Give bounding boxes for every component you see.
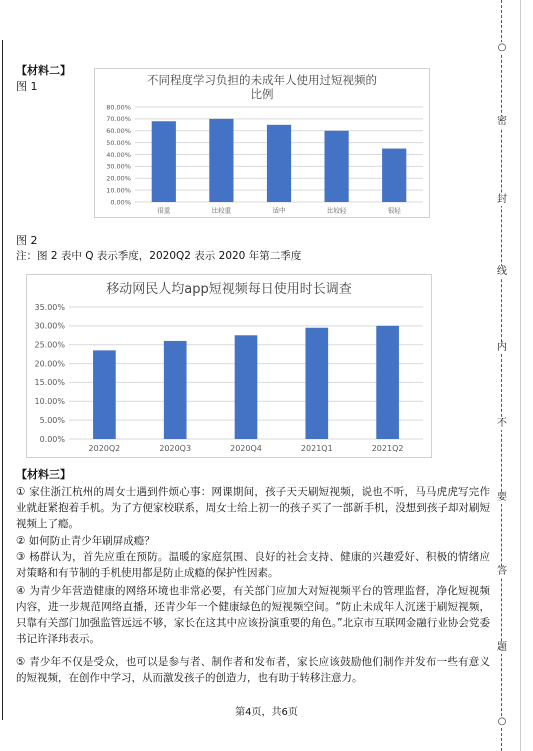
chart2-bar [93,350,116,439]
paragraph-3: ③ 杨群认为，首先应重在预防。温暖的家庭氛围、良好的社会支持、健康的兴趣爱好、积极的情绪应对策略和有节制的手机使用都是防止成瘾的保护性因素。 [16,551,490,579]
chart1-category-label: 很重 [157,206,171,215]
seal-mark-1: 密 [492,116,512,128]
chart1-bar [267,125,291,202]
seal-mark-2: 封 [492,194,512,206]
seal-mark-4: 内 [492,342,512,354]
seal-mark-8: 题 [492,642,512,654]
figure2-note: 注：图 2 表中 Q 表示季度，2020Q2 表示 2020 年第二季度 [16,250,302,262]
page-footer: 第4页，共6页 [235,707,298,718]
chart2-ytick-label: 10.00% [34,397,65,407]
chart1-category-label: 比较轻 [326,206,347,215]
chart1-ytick-label: 60.00% [106,127,131,136]
chart1-ytick-label: 20.00% [106,174,131,183]
chart-learning-burden-svg [95,69,429,217]
chart-learning-burden [94,68,430,218]
seal-mark-5: 不 [492,418,512,430]
chart2-ytick-label: 15.00% [34,378,65,388]
chart1-title: 比例 [250,87,274,101]
paragraph-5: ⑤ 青少年不仅是受众，也可以是参与者、制作者和发布者，家长应该鼓励他们制作并发布一些有意义的短视频，在创作中学习，从而激发孩子的创造力，也有助于转移注意力。 [16,656,490,684]
chart1-bar [209,119,233,202]
chart1-ytick-label: 10.00% [106,186,131,195]
chart2-category-label: 2020Q4 [230,444,262,453]
chart2-ytick-label: 20.00% [34,359,65,369]
chart2-bar [305,328,328,439]
paragraph-2: ② 如何防止青少年刷屏成瘾？ [16,535,155,547]
seal-mark-circle-bottom: ○ [492,716,512,728]
chart1-bar [325,131,349,202]
chart-daily-usage-svg [27,275,431,457]
dashed-seal-line [501,0,502,751]
chart1-category-label: 很轻 [387,206,401,215]
chart1-ytick-label: 0.00% [110,198,131,207]
chart2-title: 移动网民人均app短视频每日使用时长调查 [106,282,352,297]
chart1-bar [382,149,406,202]
chart-daily-usage [26,274,432,458]
chart2-ytick-label: 0.00% [39,434,65,444]
right-page-edge [520,0,521,751]
chart1-ytick-label: 70.00% [106,115,131,124]
paragraph-4: ④ 为青少年营造健康的网络环境也非常必要，有关部门应加大对短视频平台的管理监督，净化短视频内容，进一步规范网络直播，还青少年一个健康绿色的短视频空间。“防止未成年人沉迷于刷短视频，只靠有关部门加强监管远远不够，家长在这其中应该扮演重要的角色。”北京市互联网金融行业协会党委书记许泽玮表示。 [16,585,490,645]
left-margin-rule [2,40,3,720]
paragraph-1: ① 家住浙江杭州的周女士遇到件烦心事：网课期间，孩子天天刷短视频，说也不听，马马虎虎写完作业就赶紧抱着手机。为了方便家校联系，周女士给上初一的孩子买了一部新手机，没想到孩子却对刷短视频上了瘾。 [16,486,490,530]
chart1-ytick-label: 80.00% [106,103,131,112]
chart2-category-label: 2020Q2 [88,444,121,453]
seal-mark-circle-top: ○ [492,42,512,54]
figure2-label: 图 2 [16,234,38,247]
chart1-category-label: 比较重 [211,206,232,215]
chart2-ytick-label: 30.00% [34,321,65,331]
chart2-bar [164,341,187,439]
chart1-category-label: 适中 [272,206,286,215]
seal-line-strip [492,0,512,751]
chart1-ytick-label: 50.00% [106,138,131,147]
figure1-label: 图 1 [16,80,38,93]
chart2-category-label: 2021Q2 [371,444,404,453]
material2-heading: 【材料二】 [16,64,71,77]
seal-mark-7: 答 [492,566,512,578]
chart2-category-label: 2021Q1 [300,444,333,453]
chart1-ytick-label: 40.00% [106,150,131,159]
chart2-ytick-label: 25.00% [34,340,65,350]
chart1-title: 不同程度学习负担的未成年人使用过短视频的 [147,73,377,87]
chart2-ytick-label: 35.00% [34,302,65,312]
chart2-bar [376,326,399,439]
chart1-bar [152,121,176,202]
material3-heading: 【材料三】 [16,468,71,481]
seal-mark-6: 要 [492,492,512,504]
chart2-bar [235,335,258,439]
chart1-ytick-label: 30.00% [106,162,131,171]
seal-mark-3: 线 [492,266,512,278]
chart2-ytick-label: 5.00% [39,415,65,425]
chart2-category-label: 2020Q3 [159,444,192,453]
